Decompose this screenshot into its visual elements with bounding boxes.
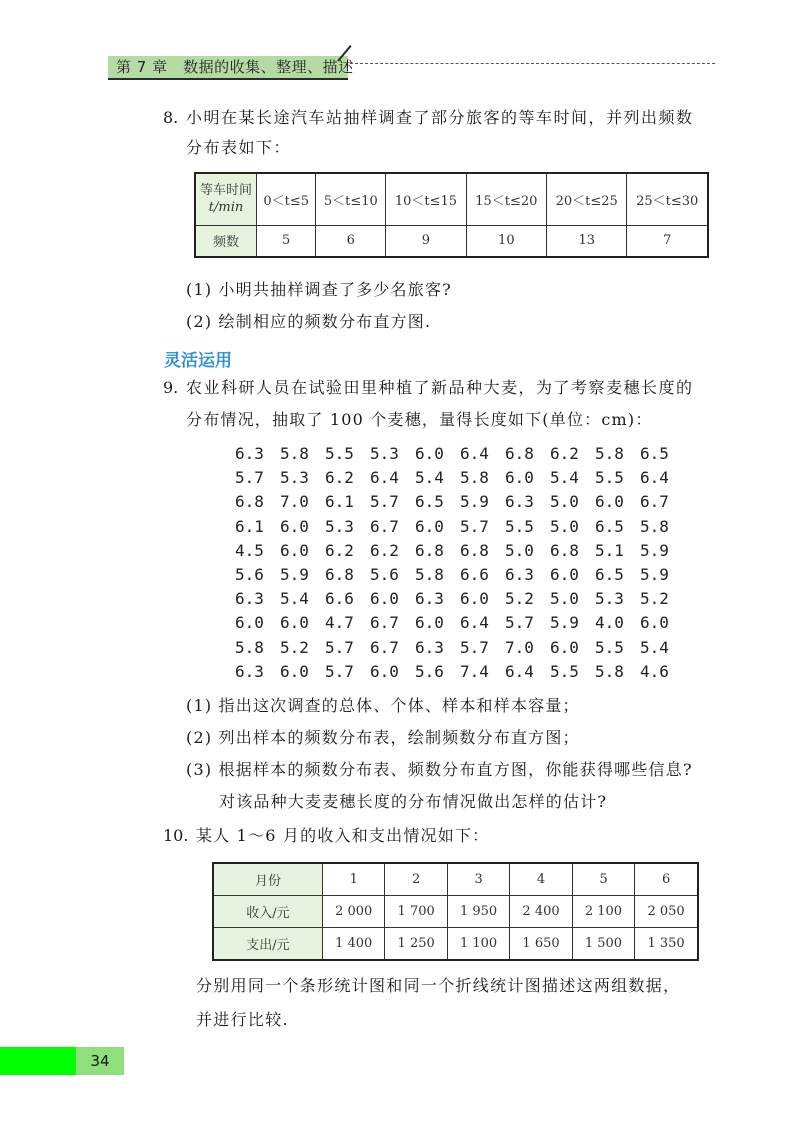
q8-subquestion-1: (1) 小明共抽样调查了多少名旅客?: [186, 280, 452, 299]
q9-subquestion-3-cont: 对该品种大麦麦穗长度的分布情况做出怎样的估计?: [219, 792, 608, 811]
data-grid-value: 5.3: [325, 516, 354, 536]
interval-cell: 5＜t≤10: [316, 173, 386, 225]
data-grid-value: 5.8: [460, 468, 489, 488]
data-grid-row: [235, 468, 685, 492]
data-grid-value: 5.9: [640, 540, 669, 560]
data-grid-value: 5.5: [325, 444, 354, 463]
data-grid-value: 6.7: [370, 613, 399, 633]
income-cell: 2 400: [510, 896, 572, 928]
month-label-cell: 月份: [213, 863, 323, 896]
data-grid-value: 6.0: [415, 613, 444, 633]
data-grid-value: 5.2: [505, 589, 534, 609]
frequency-label-cell: 频数: [195, 225, 257, 257]
month-cell: 2: [385, 863, 447, 896]
q8-text-line1: 小明在某长途汽车站抽样调查了部分旅客的等车时间，并列出频数: [186, 108, 694, 127]
data-grid-value: 5.2: [280, 637, 309, 657]
data-grid-value: 5.6: [415, 661, 444, 681]
data-grid-value: 5.4: [550, 468, 579, 488]
page-number-band: [0, 1047, 76, 1075]
q10-text-line3: 并进行比较.: [196, 1010, 289, 1029]
data-grid-value: 6.3: [505, 565, 534, 584]
header-rule: [108, 78, 348, 80]
data-grid-value: 6.8: [460, 540, 489, 560]
data-grid-value: 6.6: [460, 565, 489, 584]
data-grid-value: 6.2: [325, 540, 354, 560]
data-grid-value: 6.0: [280, 540, 309, 560]
data-grid-value: 5.8: [280, 444, 309, 463]
data-grid-value: 5.9: [640, 565, 669, 584]
data-grid-value: 6.1: [325, 492, 354, 512]
data-grid-value: 6.5: [595, 565, 624, 584]
data-grid-value: 6.3: [235, 589, 264, 609]
data-grid-row: [235, 517, 685, 541]
q8-subquestion-2: (2) 绘制相应的频数分布直方图.: [186, 312, 432, 331]
expense-cell: 1 500: [572, 928, 634, 961]
interval-cell: 20＜t≤25: [547, 173, 627, 225]
data-grid-value: 6.7: [640, 492, 669, 512]
data-grid-value: 5.9: [550, 613, 579, 633]
data-grid-value: 6.0: [415, 516, 444, 536]
data-grid-row: [235, 589, 685, 613]
data-grid-value: 6.8: [415, 540, 444, 560]
data-grid-value: 6.0: [370, 661, 399, 681]
data-grid-value: 5.8: [595, 444, 624, 463]
data-grid-value: 5.9: [280, 565, 309, 584]
data-grid-value: 5.7: [325, 637, 354, 657]
income-cell: 1 700: [385, 896, 447, 928]
data-grid-value: 5.3: [370, 444, 399, 463]
expense-cell: 1 250: [385, 928, 447, 961]
data-grid-value: 6.4: [505, 661, 534, 681]
data-grid-row: [235, 638, 685, 662]
frequency-cell: 7: [627, 225, 708, 257]
frequency-cell: 13: [547, 225, 627, 257]
data-grid-value: 6.4: [640, 468, 669, 488]
data-grid-value: 5.9: [460, 492, 489, 512]
q8-text-line2: 分布表如下：: [186, 138, 292, 157]
data-grid-value: 5.8: [235, 637, 264, 657]
q10-text-line1: 某人 1～6 月的收入和支出情况如下：: [196, 826, 490, 845]
data-grid-value: 5.0: [550, 492, 579, 512]
data-grid-value: 6.5: [595, 516, 624, 536]
data-grid-value: 6.8: [505, 444, 534, 463]
month-cell: 4: [510, 863, 572, 896]
data-grid-value: 5.7: [370, 492, 399, 512]
data-grid-value: 5.5: [505, 516, 534, 536]
data-grid-value: 5.4: [415, 468, 444, 488]
data-grid-value: 6.1: [235, 516, 264, 536]
data-grid-value: 5.2: [640, 589, 669, 609]
data-grid-value: 7.4: [460, 661, 489, 681]
data-grid-value: 6.3: [505, 492, 534, 512]
wait-time-frequency-table: [194, 172, 709, 258]
month-cell: 1: [323, 863, 385, 896]
data-grid-value: 6.4: [370, 468, 399, 488]
data-grid-value: 5.8: [640, 516, 669, 536]
data-grid-value: 5.8: [415, 565, 444, 584]
section-title: 灵活运用: [164, 351, 232, 371]
data-grid-value: 5.6: [370, 565, 399, 584]
data-grid-value: 5.4: [280, 589, 309, 609]
q9-subquestion-2: (2) 列出样本的频数分布表，绘制频数分布直方图；: [186, 728, 580, 747]
data-grid-row: [235, 492, 685, 516]
page-number: 34: [76, 1047, 124, 1075]
data-grid-value: 5.4: [640, 637, 669, 657]
q9-number: 9.: [163, 378, 179, 397]
data-grid-value: 5.7: [460, 516, 489, 536]
data-grid-value: 6.0: [550, 565, 579, 584]
data-grid-value: 6.4: [460, 444, 489, 463]
data-grid-value: 6.3: [235, 661, 264, 681]
income-cell: 2 100: [572, 896, 634, 928]
data-grid-value: 6.0: [280, 613, 309, 633]
q10-text-line2: 分别用同一个条形统计图和同一个折线统计图描述这两组数据，: [196, 976, 681, 995]
income-cell: 2 050: [635, 896, 698, 928]
income-cell: 2 000: [323, 896, 385, 928]
data-grid-row: [235, 444, 685, 468]
data-grid-value: 6.0: [280, 661, 309, 681]
data-grid-row: [235, 613, 685, 637]
data-grid-value: 4.7: [325, 613, 354, 633]
frequency-cell: 10: [466, 225, 546, 257]
data-grid-value: 6.4: [460, 613, 489, 633]
data-grid-row: [235, 541, 685, 565]
q8-number: 8.: [163, 108, 179, 127]
data-grid-value: 5.7: [235, 468, 264, 488]
data-grid-value: 6.0: [505, 468, 534, 488]
data-grid-value: 7.0: [505, 637, 534, 657]
data-grid-value: 7.0: [280, 492, 309, 512]
expense-label-cell: 支出/元: [213, 928, 323, 961]
frequency-cell: 9: [386, 225, 466, 257]
interval-cell: 10＜t≤15: [386, 173, 466, 225]
data-grid-value: 6.7: [370, 637, 399, 657]
income-cell: 1 950: [447, 896, 509, 928]
data-grid-value: 6.8: [550, 540, 579, 560]
month-cell: 3: [447, 863, 509, 896]
q9-text-line2: 分布情况，抽取了 100 个麦穗，量得长度如下(单位：cm)：: [186, 410, 653, 429]
data-grid-value: 6.0: [370, 589, 399, 609]
data-grid-value: 6.0: [640, 613, 669, 633]
data-grid-value: 5.3: [280, 468, 309, 488]
data-grid-value: 6.2: [370, 540, 399, 560]
chapter-header-title: 第 7 章 数据的收集、整理、描述: [116, 58, 354, 76]
interval-cell: 25＜t≤30: [627, 173, 708, 225]
data-grid-value: 5.1: [595, 540, 624, 560]
data-grid-value: 6.0: [550, 637, 579, 657]
data-grid-value: 4.0: [595, 613, 624, 633]
data-grid-value: 5.5: [595, 637, 624, 657]
data-grid-value: 6.3: [415, 637, 444, 657]
data-grid-value: 5.5: [595, 468, 624, 488]
data-grid-value: 5.0: [505, 540, 534, 560]
data-grid-value: 5.0: [550, 589, 579, 609]
interval-cell: 15＜t≤20: [466, 173, 546, 225]
interval-cell: 0＜t≤5: [257, 173, 316, 225]
q9-text-line1: 农业科研人员在试验田里种植了新品种大麦，为了考察麦穗长度的: [186, 378, 694, 397]
income-expense-table: [212, 862, 699, 961]
data-grid-value: 6.3: [415, 589, 444, 609]
data-grid-value: 6.5: [640, 444, 669, 463]
expense-cell: 1 650: [510, 928, 572, 961]
data-grid-row: [235, 662, 685, 686]
data-grid-value: 6.2: [550, 444, 579, 463]
data-grid-value: 6.8: [235, 492, 264, 512]
wait-time-unit: t/min: [208, 200, 244, 216]
data-grid-row: [235, 565, 685, 589]
frequency-cell: 5: [257, 225, 316, 257]
data-grid-value: 4.6: [640, 661, 669, 681]
data-grid-value: 5.6: [235, 565, 264, 584]
data-grid-value: 6.2: [325, 468, 354, 488]
frequency-cell: 6: [316, 225, 386, 257]
wait-time-label: 等车时间: [199, 183, 252, 199]
data-grid-value: 6.0: [595, 492, 624, 512]
data-grid-value: 5.7: [325, 661, 354, 681]
data-grid-value: 5.3: [595, 589, 624, 609]
q9-subquestion-3: (3) 根据样本的频数分布表、频数分布直方图，你能获得哪些信息?: [186, 760, 693, 779]
data-grid-value: 6.0: [415, 444, 444, 463]
data-grid-value: 6.0: [280, 516, 309, 536]
expense-cell: 1 350: [635, 928, 698, 961]
data-grid-value: 6.8: [325, 565, 354, 584]
data-grid-value: 6.3: [235, 444, 264, 463]
table-header-cell: [195, 173, 257, 225]
data-grid-value: 5.8: [595, 661, 624, 681]
data-grid-value: 6.5: [415, 492, 444, 512]
data-grid-value: 6.6: [325, 589, 354, 609]
income-label-cell: 收入/元: [213, 896, 323, 928]
data-grid-value: 4.5: [235, 540, 264, 560]
header-dashed-line: [350, 63, 715, 64]
data-grid-value: 6.7: [370, 516, 399, 536]
data-grid-value: 5.7: [460, 637, 489, 657]
q9-subquestion-1: (1) 指出这次调查的总体、个体、样本和样本容量；: [186, 696, 580, 715]
month-cell: 6: [635, 863, 698, 896]
data-grid-value: 6.0: [460, 589, 489, 609]
expense-cell: 1 100: [447, 928, 509, 961]
data-grid-value: 5.7: [505, 613, 534, 633]
data-grid-value: 6.0: [235, 613, 264, 633]
month-cell: 5: [572, 863, 634, 896]
expense-cell: 1 400: [323, 928, 385, 961]
data-grid-value: 5.5: [550, 661, 579, 681]
data-grid-value: 5.0: [550, 516, 579, 536]
q10-number: 10.: [163, 826, 189, 845]
